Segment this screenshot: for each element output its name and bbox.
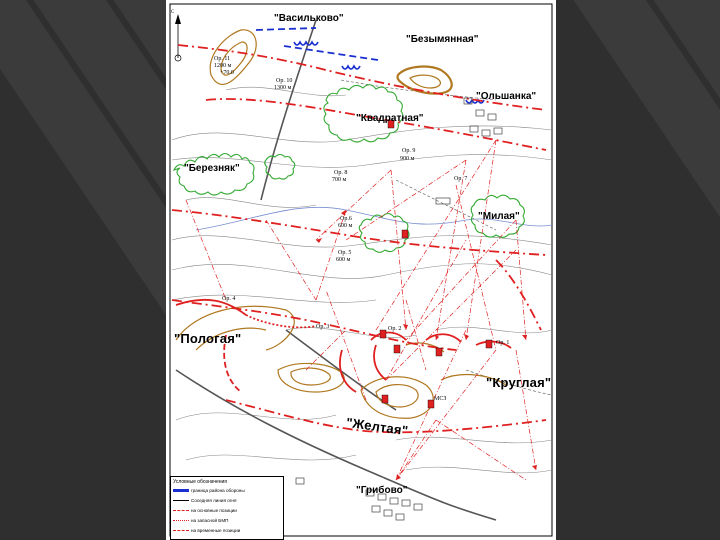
legend-row-temp (173, 528, 240, 533)
or9-dist: 900 м (400, 156, 415, 162)
label-gribovo: "Грибово" (356, 485, 408, 496)
legend-swatch-neighbour (173, 500, 189, 501)
or3-label: Ор. 3 (316, 324, 330, 330)
legend-swatch-main (173, 510, 189, 511)
or8-dist: 700 м (332, 177, 347, 183)
or10-dist: 1300 м (274, 85, 292, 91)
label-milyaya: "Милая" (478, 211, 520, 222)
legend-title: Условные обозначения (173, 479, 228, 485)
or10-label: Ор. 10 (276, 78, 293, 84)
legend-row-spare (173, 518, 228, 523)
legend-row-boundary (173, 488, 245, 493)
or1-label: Ор. 1 (496, 340, 510, 346)
label-bezymyannaya: "Безымянная" (406, 34, 479, 45)
terrain-contours (172, 87, 552, 473)
map-drawing (166, 0, 556, 540)
label-berezyak: "Березняк" (184, 163, 240, 174)
legend-swatch-boundary (173, 489, 189, 492)
or11-label: Ор. 11 (214, 56, 231, 62)
or6-dist: 600 м (338, 223, 353, 229)
legend-text: на временные позиции (191, 528, 241, 533)
tactical-map (166, 0, 556, 540)
legend-text: на запасной БМП (191, 518, 229, 523)
mcz-label: МСЗ (434, 396, 447, 402)
or8-label: Ор. 8 (334, 170, 348, 176)
label-kruglaya: "Круглая" (486, 375, 552, 390)
or11-dist: 1200 м (214, 63, 232, 69)
legend-text: граница района обороны (191, 488, 245, 493)
or11-height: +70.0 (220, 70, 234, 76)
north-label: С (171, 10, 175, 15)
legend-text: Соседняя линия огня (191, 498, 237, 503)
legend-row-neighbour (173, 498, 236, 503)
label-zheltaya: "Желтая" (345, 414, 410, 439)
label-olshanka: "Ольшанка" (476, 91, 537, 102)
legend-text: на основные позиции (191, 508, 237, 513)
legend-row-main (173, 508, 237, 513)
or4-label: Ор. 4 (222, 296, 236, 302)
label-pologaya: "Пологая" (174, 331, 242, 346)
legend-swatch-temp (173, 530, 189, 531)
north-arrow-icon (175, 14, 181, 61)
map-legend (170, 476, 284, 540)
or5-dist: 600 м (336, 257, 351, 263)
or9-label: Ор. 9 (402, 148, 416, 154)
legend-swatch-spare (173, 520, 189, 521)
or5-label: Ор. 5 (338, 250, 352, 256)
or7-label: Ор. 7 (454, 176, 468, 182)
label-kvadratnaya: "Квадратная" (356, 113, 424, 124)
label-vasilkovo: "Васильково" (274, 13, 344, 24)
or2-label: Ор. 2 (388, 326, 402, 332)
settlements (296, 98, 502, 520)
or6-label: Ор.6 (340, 216, 352, 222)
